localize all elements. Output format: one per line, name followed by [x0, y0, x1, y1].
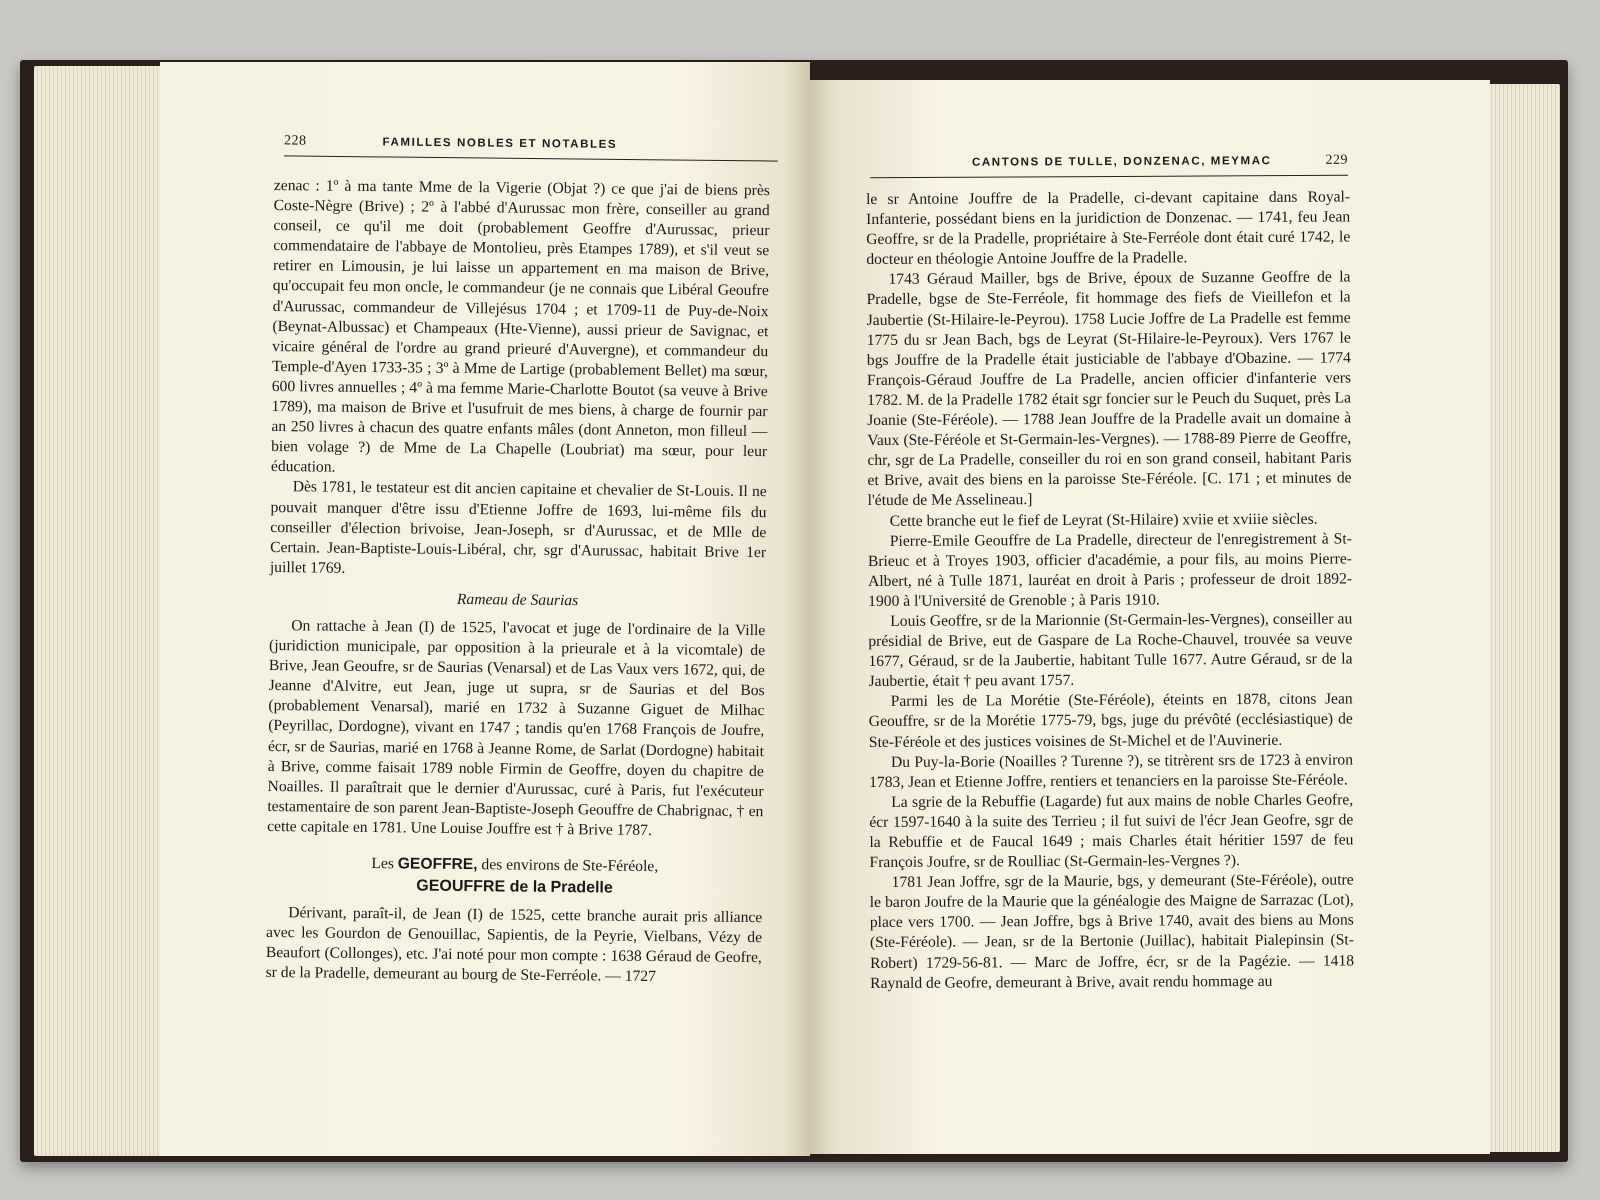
paragraph: La sgrie de la Rebuffie (Lagarde) fut aux mains de noble Charles Geofre, écr 1597-1640 à la suite des Terrieu ; il fut suivi de l'écr Jean Geofre, sgr de la Rebuffie et de Faucal 1649 ; mais Charles était héritier 1597 de feu François Joufre, sr de Roulliac (St-Germain-les-Vergnes ?). [869, 791, 1354, 872]
left-page-number: 228 [283, 133, 307, 149]
left-page-edges [34, 66, 174, 1156]
left-body-text [266, 176, 770, 989]
right-running-title: CANTONS DE TULLE, DONZENAC, MEYMAC [971, 155, 1272, 169]
left-running-title: FAMILLES NOBLES ET NOTABLES [382, 136, 618, 151]
paragraph: zenac : 1º à ma tante Mme de la Vigerie (Objat ?) ce que j'ai de biens près Coste-Nègre (Brive) ; 2º à l'abbé d'Aurussac mon frère, conseiller au grand conseil, ce qu'il me doit (probablement Geoffre d'Aurussac, prieur commendataire de l'abbaye de Montolieu, près Etampes 1789), et s'il veut se retirer en Limousin, je lui laisse un appartement en ma maison de Brive, qu'occupait feu mon oncle, le commandeur (je ne connais que Libéral Geoufre d'Aurussac, commandeur de Villejésus 1704 ; et 1709-11 de Puy-de-Noix (Beynat-Albussac) et Champeaux (Hte-Vienne), aussi prieur de Savignac, et vicaire général de l'ordre au grand prieuré d'Auvergne), et commandeur du Temple-d'Ayen 1733-35 ; 3º à Mme de Lartige (probablement Bellet) ma sœur, 600 livres annuelles ; 4º à ma femme Marie-Charlotte Boutot (sa veuve à Brive 1789), ma maison de Brive et l'usufruit de mes biens, à charge de fournir par an 250 livres à chacun des quatre enfants mâles (dont Anneton, mon filleul — bien volage ?) de Mme de La Chapelle (Loubriat) ma sœur, pour leur éducation. [270, 176, 770, 476]
paragraph: 1743 Géraud Mailler, bgs de Brive, époux de Suzanne Geoffre de la Pradelle, bgse de Ste-Ferréole, fit hommage des fiefs de Vieillefon et la Jaubertie (St-Hilaire-le-Peyrou). 1758 Lucie Joffre de La Pradelle est femme 1775 du sr Jean Bach, bgs de Leyrat (St-Hilaire-le-Peyroux). Vers 1767 le bgs Jouffre de la Pradelle était justiciable de l'abbaye d'Obazine. — 1774 François-Géraud Jouffre de La Pradelle, ancien officier d'infanterie vers 1782. M. de la Pradelle 1782 était sgr foncier sur le Peuch du Suquet, près La Joanie (Ste-Féréole). — 1788 Jean Jouffre de la Pradelle avait un domaine à Vaux (Ste-Féréole et St-Germain-les-Vergnes). — 1788-89 Pierre de Geoffre, chr, sgr de La Pradelle, conseiller du roi en son grand conseil, habitant Paris et Brive, avait des biens en la paroisse Ste-Féréole. [C. 171 ; et minutes de l'étude de Me Asselineau.] [866, 268, 1352, 510]
paragraph: Pierre-Emile Geouffre de La Pradelle, directeur de l'enregistrement à St-Brieuc et à Troyes 1903, officier d'académie, a pour fils, au moins Pierre-Albert, né à Tulle 1871, lauréat en droit à Paris ; professeur de droit 1892-1900 à l'Université de Grenoble ; à Paris 1910. [867, 530, 1353, 610]
left-page [160, 62, 810, 1156]
paragraph: On rattache à Jean (I) de 1525, l'avocat et juge de l'ordinaire de la Ville (juridiction municipale, par opposition à la prieurale et à la vicomtale) de Brive, Jean Geoufre, sr de Saurias (Venarsal) et de Las Vaux vers 1672, qui, de Jeanne d'Alvitre, eut Jean, juge ut supra, sr de Saurias et del Bos (probablement Venarsal), marié en 1732 à Suzanne Giguet de Milhac (Peyrillac, Dordogne), vivant en 1747 ; tandis qu'en 1768 François de Joufre, écr, sr de Saurias, marié en 1768 à Jeanne Rome, de Sarlat (Dordogne) habitait à Brive, comme faisait 1789 noble Firmin de Geoffre, doyen du chapitre de Noailles. Il paraîtrait que le dernier d'Aurussac, curé à Paris, fut l'exécuteur testamentaire de son parent Jean-Baptiste-Joseph Geouffre de Chabrignac, † en cette capitale en 1781. Une Louise Jouffre est † à Brive 1787. [267, 617, 766, 839]
right-page [810, 80, 1490, 1154]
right-page-number: 229 [1325, 152, 1349, 168]
paragraph: le sr Antoine Jouffre de la Pradelle, ci-devant capitaine dans Royal-Infanterie, possédant biens en la juridiction de Donzenac. — 1741, feu Jean Geoffre, sr de la Pradelle, propriétaire à Ste-Ferréole dont était curé 1742, le docteur en théologie Antoine Jouffre de la Pradelle. [866, 188, 1351, 269]
paragraph: Parmi les de La Morétie (Ste-Féréole), éteints en 1878, citons Jean Geouffre, sr de la Morétie 1775-79, bgs, juge du prévôté (ecclésiastique) de Ste-Féréole et des justices voisines de St-Michel et de l'Auvinerie. [868, 690, 1353, 751]
left-running-head [284, 133, 778, 161]
heading-prefix: Les [371, 855, 395, 873]
heading-suffix: des environs de Ste-Féréole, [481, 856, 659, 876]
family-heading-line2 [266, 875, 762, 900]
paragraph: Louis Geoffre, sr de la Marionnie (St-Germain-les-Vergnes), conseiller au présidial de Brive, eut de Gaspare de La Roche-Chauvel, trouvée sa veuve 1677, Géraud, sr de la Jaubertie, habitant Tulle 1677. Autre Géraud, sr de la Jaubertie, était † peu avant 1757. [868, 610, 1353, 691]
paragraph: Cette branche eut le fief de Leyrat (St-Hilaire) xviie et xviiie siècles. [889, 510, 1318, 530]
paragraph: Dérivant, paraît-il, de Jean (I) de 1525, cette branche aurait pris alliance avec les Gourdon de Genouillac, Sapientis, de la Peyrie, Vielbans, Vézy de Beaufort (Collonges), etc. J'ai noté pour mon compte : 1638 Géraud de Geofre, sr de la Pradelle, demeurant au bourg de Ste-Ferréole. — 1727 [265, 904, 763, 986]
paragraph: Du Puy-la-Borie (Noailles ? Turenne ?), se titrèrent srs de 1723 à environ 1783, Jean et Etienne Joffre, rentiers et tenanciers en la paroisse Ste-Féréole. [869, 751, 1354, 791]
section-title: Rameau de Saurias [456, 590, 579, 610]
paragraph: 1781 Jean Joffre, sgr de la Maurie, bgs, y demeurant (Ste-Féréole), outre le baron Joufre de la Maurie que la généalogie des Maigne de Sarrazac (Lot), place vers 1700. — Jean Joffre, bgs à Brive 1740, avait des biens au Mons (Ste-Féréole). — Jean, sr de la Bertonie (Juillac), habitait Pialepinsin (St-Robert) 1729-56-81. — Marc de Joffre, écr, sr de la Pagézie. — 1418 Raynald de Geofre, demeurant à Brive, avait rendu hommage au [869, 871, 1355, 992]
paragraph: Dès 1781, le testateur est dit ancien capitaine et chevalier de St-Louis. Il ne pouvait manquer d'être issu d'Etienne Joffre de 1693, lui-même fils du conseiller d'élection brivoise, Jean-Joseph, sr d'Aurussac, et de Mlle de Certain. Jean-Baptiste-Louis-Libéral, chr, sgr d'Aurussac, habitait Brive 1er juillet 1769. [269, 478, 767, 577]
heading-subname: GEOUFFRE de la Pradelle [416, 877, 613, 897]
heading-family-name: GEOFFRE, [397, 855, 478, 874]
right-body-text [866, 187, 1354, 993]
right-running-head [870, 153, 1348, 179]
family-heading-line1 [267, 853, 763, 878]
